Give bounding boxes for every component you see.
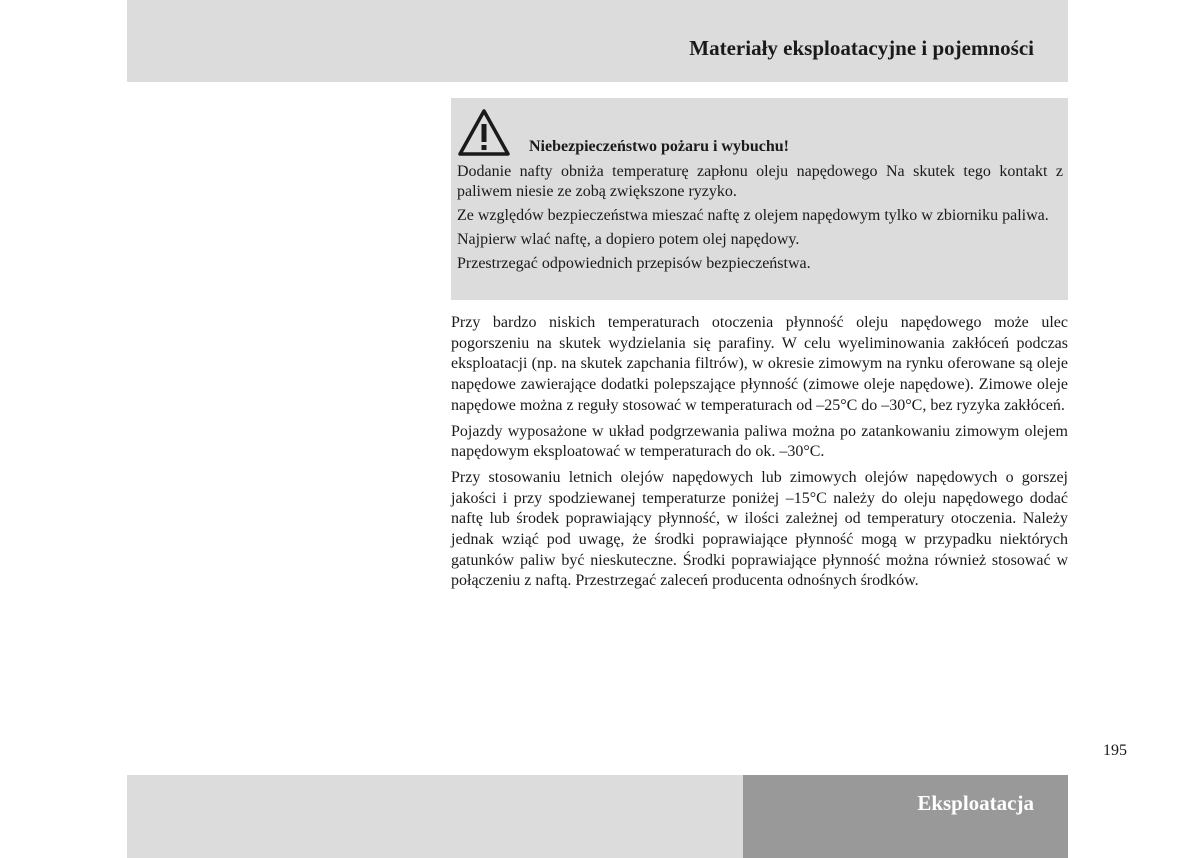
page-footer — [127, 775, 743, 858]
warning-box — [451, 98, 1068, 300]
section-label: Eksploatacja — [917, 791, 1034, 815]
section-tab — [743, 775, 1068, 858]
warning-paragraph: Przestrzegać odpowiednich przepisów bezpieczeństwa. — [457, 255, 811, 272]
page-header — [127, 0, 1068, 82]
body-paragraph: Pojazdy wyposażone w układ podgrzewania paliwa można po zatankowaniu zimowym olejem napędowym eksploatować w temperaturach do ok. –30°C. — [451, 422, 1068, 461]
page-title: Materiały eksploatacyjne i pojemności — [689, 36, 1034, 60]
warning-paragraph: Ze względów bezpieczeństwa mieszać naftę z olejem napędowym tylko w zbiorniku paliwa. — [457, 207, 1049, 224]
warning-paragraph: Dodanie nafty obniża temperaturę zapłonu oleju napędowego Na skutek tego kontakt z paliwem niesie ze zobą zwiększone ryzyko. — [457, 163, 1063, 200]
body-paragraph: Przy bardzo niskich temperaturach otoczenia płynność oleju napędowego może ulec pogorszeniu na skutek wydzielania się parafiny. W celu wyeliminowania zakłóceń podczas eksploatacji (np. na skutek zapchania filtrów), w okresie zimowym na rynku oferowane są oleje napędowe zawierające dodatki polepszające płynność (zimowe oleje napędowe). Zimowe oleje napędowe można z reguły stosować w temperaturach od –25°C do –30°C, bez ryzyka zakłóceń. — [451, 314, 1068, 414]
body-paragraph: Przy stosowaniu letnich olejów napędowych lub zimowych olejów napędowych o gorszej jakości i przy spodziewanej temperaturze poniżej –15°C należy do oleju napędowego dodać naftę lub środek poprawiający płynność, w ilości zależnej od temperatury otoczenia. Należy jednak wziąć pod uwagę, że środki poprawiające płynność mogą w przypadku niektórych gatunków paliw być nieskuteczne. Środki poprawiające płynność można również stosować w połączeniu z naftą. Przestrzegać zaleceń producenta odnośnych środków. — [451, 468, 1068, 590]
page-number: 195 — [1103, 742, 1127, 759]
body-text — [451, 313, 1068, 597]
warning-text — [457, 162, 1063, 278]
warning-triangle-icon — [457, 108, 511, 158]
warning-header — [457, 108, 1057, 160]
warning-title: Niebezpieczeństwo pożaru i wybuchu! — [529, 138, 789, 155]
warning-paragraph: Najpierw wlać naftę, a dopiero potem olej napędowy. — [457, 231, 800, 248]
